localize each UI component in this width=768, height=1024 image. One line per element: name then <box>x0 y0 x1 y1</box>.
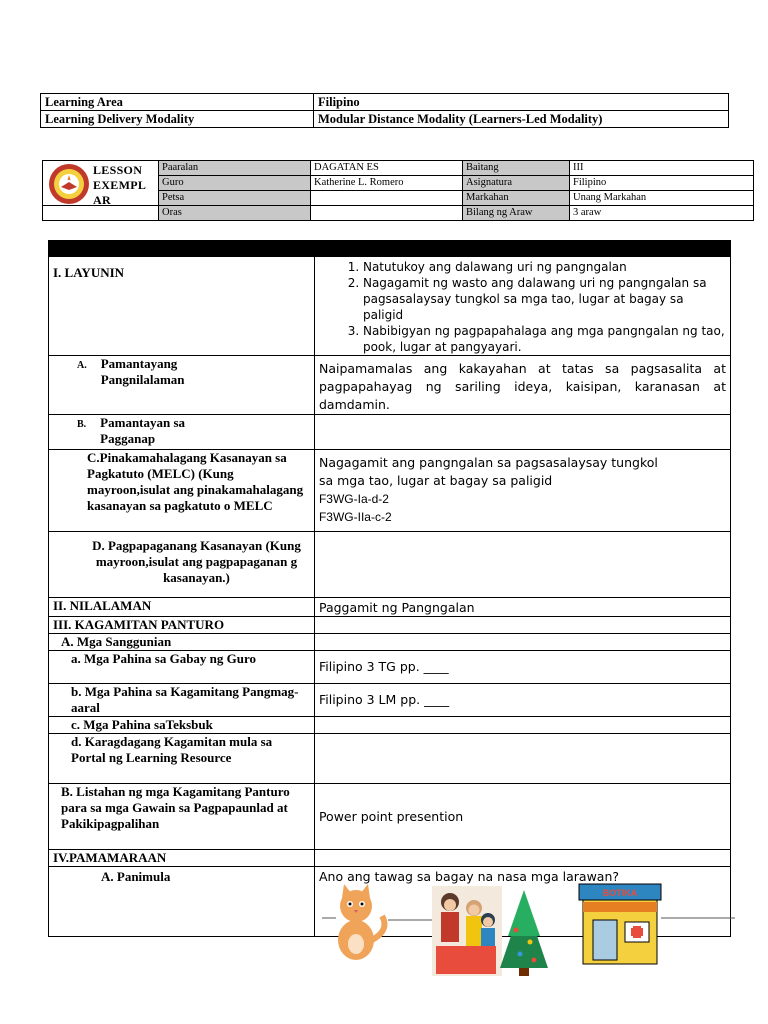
panimula-pictures <box>0 876 768 976</box>
karagdagang-kagamitan-label: d. Karagdagang Kagamitan mula sa Portal ng Learning Resource <box>49 734 315 784</box>
pamantayang-pangnilalaman-value: Naipamamalas ang kakayahan at tatas sa pagsasalita at pagpapahayag ng sariling ideya, kaisipan, karanasan at damdamin. <box>314 356 730 415</box>
pagpapaganang-kasanayan-label: D. Pagpapaganang Kasanayan (Kung mayroon,isulat ang pagpapaganan g kasanayan.) <box>49 532 315 598</box>
panimula-value: Ano ang tawag sa bagay na nasa mga larawan? <box>314 867 730 937</box>
melc-value-cell <box>314 450 730 532</box>
layunin-item: 1. Natutukoy ang dalawang uri ng pangngalan <box>363 259 726 275</box>
baitang-value: III <box>570 161 754 176</box>
learning-area-value: Filipino <box>314 94 729 111</box>
bilang-ng-araw-value: 3 araw <box>570 206 754 221</box>
learning-area-label: Learning Area <box>41 94 314 111</box>
layunin-item: 3. Nabibigyan ng pagpapahalaga ang mga pangngalan ng tao, pook, lugar at pangyayari. <box>363 323 726 355</box>
lesson-plan-table <box>48 240 731 937</box>
family-christmas-picture <box>388 880 553 976</box>
pagpapaganang-kasanayan-value <box>314 532 730 598</box>
melc-label: C.Pinakamahalagang Kasanayan sa Pagkatuto (MELC) (Kung mayroon,isulat ang pinakamahalagang kasanayan sa pagkatuto o MELC <box>49 450 315 532</box>
melc-value-line: sa mga tao, lugar at bagay sa paligid <box>318 473 553 488</box>
listahan-kagamitang-row <box>49 784 731 850</box>
layunin-item: 2. Nagagamit ng wasto ang dalawang uri ng pangngalan sa pagsasalaysay tungkol sa mga tao, lugar at bagay sa paligid <box>363 275 726 323</box>
nilalaman-label: II. NILALAMAN <box>49 598 315 617</box>
school-seal-logo <box>48 163 90 205</box>
layunin-row <box>49 257 731 356</box>
layunin-list <box>319 259 726 355</box>
cat-picture <box>322 880 392 962</box>
sanggunian-row <box>49 634 731 651</box>
gabay-ng-guro-value: Filipino 3 TG pp. ____ <box>314 651 730 684</box>
learning-area-row <box>41 94 729 111</box>
markahan-value: Unang Markahan <box>570 191 754 206</box>
melc-code: F3WG-IIa-c-2 <box>318 510 392 524</box>
listahan-kagamitang-value: Power point presention <box>314 784 730 850</box>
nilalaman-value: Paggamit ng Pangngalan <box>314 598 730 617</box>
kagamitan-panturo-label: III. KAGAMITAN PANTURO <box>49 617 315 634</box>
asignatura-label: Asignatura <box>463 176 570 191</box>
teksbuk-label: c. Mga Pahina saTeksbuk <box>49 717 315 734</box>
pamamaraan-label: IV.PAMAMARAAN <box>49 850 315 867</box>
asignatura-value: Filipino <box>570 176 754 191</box>
paaralan-value: DAGATAN ES <box>311 161 463 176</box>
pagpapaganang-kasanayan-row <box>49 532 731 598</box>
kagamitang-pangmag-aaral-label: b. Mga Pahina sa Kagamitang Pangmag-aaral <box>49 684 315 717</box>
karagdagang-kagamitan-row <box>49 734 731 784</box>
delivery-modality-value: Modular Distance Modality (Learners-Led Modality) <box>314 111 729 128</box>
table-header-bar <box>49 241 731 257</box>
panimula-label: A. Panimula <box>49 867 315 937</box>
guro-label: Guro <box>159 176 311 191</box>
petsa-value <box>311 191 463 206</box>
sanggunian-label: A. Mga Sanggunian <box>49 634 315 651</box>
gabay-ng-guro-label: a. Mga Pahina sa Gabay ng Guro <box>49 651 315 684</box>
paaralan-label: Paaralan <box>159 161 311 176</box>
baitang-label: Baitang <box>463 161 570 176</box>
oras-value <box>311 206 463 221</box>
delivery-modality-row <box>41 111 729 128</box>
pamantayang-pangnilalaman-row <box>49 356 731 415</box>
pamantayan-sa-pagganap-value <box>314 415 730 450</box>
markahan-label: Markahan <box>463 191 570 206</box>
botika-sign: BOTIKA <box>602 888 638 898</box>
nilalaman-row <box>49 598 731 617</box>
teksbuk-row <box>49 717 731 734</box>
layunin-list-cell <box>314 257 730 356</box>
bilang-ng-araw-label: Bilang ng Araw <box>463 206 570 221</box>
melc-row <box>49 450 731 532</box>
botika-store-picture <box>575 880 737 966</box>
oras-label: Oras <box>159 206 311 221</box>
gabay-ng-guro-row <box>49 651 731 684</box>
delivery-modality-label: Learning Delivery Modality <box>41 111 314 128</box>
kagamitan-panturo-row <box>49 617 731 634</box>
logo-cell <box>43 161 159 206</box>
kagamitang-pangmag-aaral-row <box>49 684 731 717</box>
pamamaraan-row <box>49 850 731 867</box>
kagamitang-pangmag-aaral-value: Filipino 3 LM pp. ____ <box>314 684 730 717</box>
lesson-exemplar-title: LESSON EXEMPL AR <box>93 163 147 207</box>
layunin-label: I. LAYUNIN <box>49 257 315 356</box>
petsa-label: Petsa <box>159 191 311 206</box>
pamantayan-sa-pagganap-row <box>49 415 731 450</box>
melc-value-line: Nagagamit ang pangngalan sa pagsasalaysay tungkol <box>318 455 658 470</box>
lesson-header-table <box>42 160 754 221</box>
guro-value: Katherine L. Romero <box>311 176 463 191</box>
listahan-kagamitang-label: B. Listahan ng mga Kagamitang Panturo para sa mga Gawain sa Pagpapaunlad at Pakikipagpalihan <box>49 784 315 850</box>
pamantayang-pangnilalaman-label: A. Pamantayang Pangnilalaman <box>49 356 315 415</box>
pamantayan-sa-pagganap-label: B. Pamantayan sa Pagganap <box>49 415 315 450</box>
learning-area-table <box>40 93 729 128</box>
melc-code: F3WG-Ia-d-2 <box>318 492 389 506</box>
